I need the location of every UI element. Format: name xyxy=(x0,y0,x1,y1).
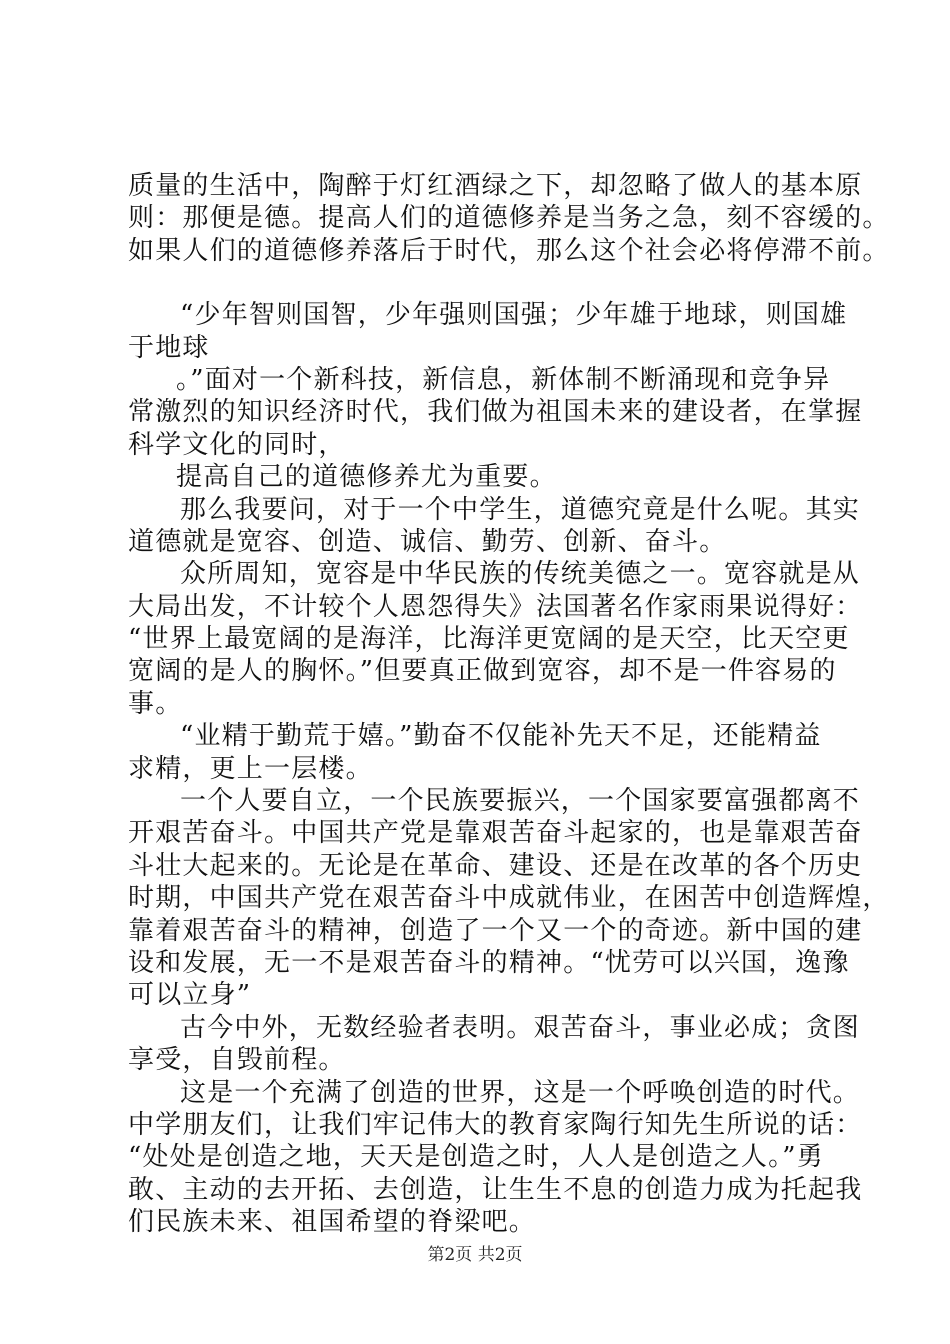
text-line: 科学文化的同时， xyxy=(128,429,346,460)
document-body xyxy=(128,170,890,1239)
text-line: 这是一个充满了创造的世界，这是一个呼唤创造的时代。 xyxy=(180,1077,861,1108)
text-line: 古今中外，无数经验者表明。艰苦奋斗，事业必成；贪图 xyxy=(180,1012,861,1043)
text-line: “处处是创造之地，天天是创造之时，人人是创造之人。”勇 xyxy=(128,1142,824,1173)
text-line: “业精于勤荒于嬉。”勤奋不仅能补先天不足，还能精益 xyxy=(180,721,822,752)
text-line: 事。 xyxy=(128,688,183,719)
text-line: 那么我要问，对于一个中学生，道德究竟是什么呢。其实 xyxy=(180,494,861,525)
page-footer xyxy=(0,1244,950,1266)
text-line: 于地球 xyxy=(128,332,210,363)
text-line: 则：那便是德。提高人们的道德修养是当务之急，刻不容缓的。 xyxy=(128,203,890,234)
text-line: 可以立身” xyxy=(128,980,252,1011)
text-line: 们民族未来、祖国希望的脊梁吧。 xyxy=(128,1207,537,1238)
text-line: 敢、主动的去开拓、去创造，让生生不息的创造力成为托起我 xyxy=(128,1174,863,1205)
text-line: 靠着艰苦奋斗的精神，创造了一个又一个的奇迹。新中国的建 xyxy=(128,915,863,946)
paragraph-gap xyxy=(128,267,848,299)
text-line: 一个人要自立，一个民族要振兴，一个国家要富强都离不 xyxy=(180,786,861,817)
text-line: 质量的生活中，陶醉于灯红酒绿之下，却忽略了做人的基本原 xyxy=(128,171,863,201)
text-line: 宽阔的是人的胸怀。”但要真正做到宽容，却不是一件容易的 xyxy=(128,656,837,687)
text-line: 道德就是宽容、创造、诚信、勤劳、创新、奋斗。 xyxy=(128,526,727,557)
text-line: “少年智则国智，少年强则国强；少年雄于地球，则国雄 xyxy=(180,300,848,331)
text-line: 享受，自毁前程。 xyxy=(128,1045,346,1076)
text-line: 大局出发，不计较个人恩怨得失》法国著名作家雨果说得好： xyxy=(128,591,863,622)
text-line: “世界上最宽阔的是海洋，比海洋更宽阔的是天空，比天空更 xyxy=(128,624,850,655)
text-line: 如果人们的道德修养落后于时代，那么这个社会必将停滞不前。 xyxy=(128,235,890,266)
text-line: 求精，更上一层楼。 xyxy=(128,753,373,784)
text-line: 设和发展，无一不是艰苦奋斗的精神。“忧劳可以兴国，逸豫 xyxy=(128,947,850,978)
text-line: 斗壮大起来的。无论是在革命、建设、还是在改革的各个历史 xyxy=(128,850,863,881)
text-line: 时期，中国共产党在艰苦奋斗中成就伟业，在困苦中创造辉煌， xyxy=(128,883,890,914)
text-line: 众所周知，宽容是中华民族的传统美德之一。宽容就是从 xyxy=(180,559,861,590)
page-number: 第2页 共2页 xyxy=(427,1245,523,1265)
text-line: 提高自己的道德修养尤为重要。 xyxy=(176,462,557,493)
text-line: 。”面对一个新科技，新信息，新体制不断涌现和竞争异 xyxy=(176,364,831,395)
text-line: 常激烈的知识经济时代，我们做为祖国未来的建设者，在掌握 xyxy=(128,397,863,428)
text-line: 中学朋友们，让我们牢记伟大的教育家陶行知先生所说的话： xyxy=(128,1109,863,1140)
text-line: 开艰苦奋斗。中国共产党是靠艰苦奋斗起家的，也是靠艰苦奋 xyxy=(128,818,863,849)
